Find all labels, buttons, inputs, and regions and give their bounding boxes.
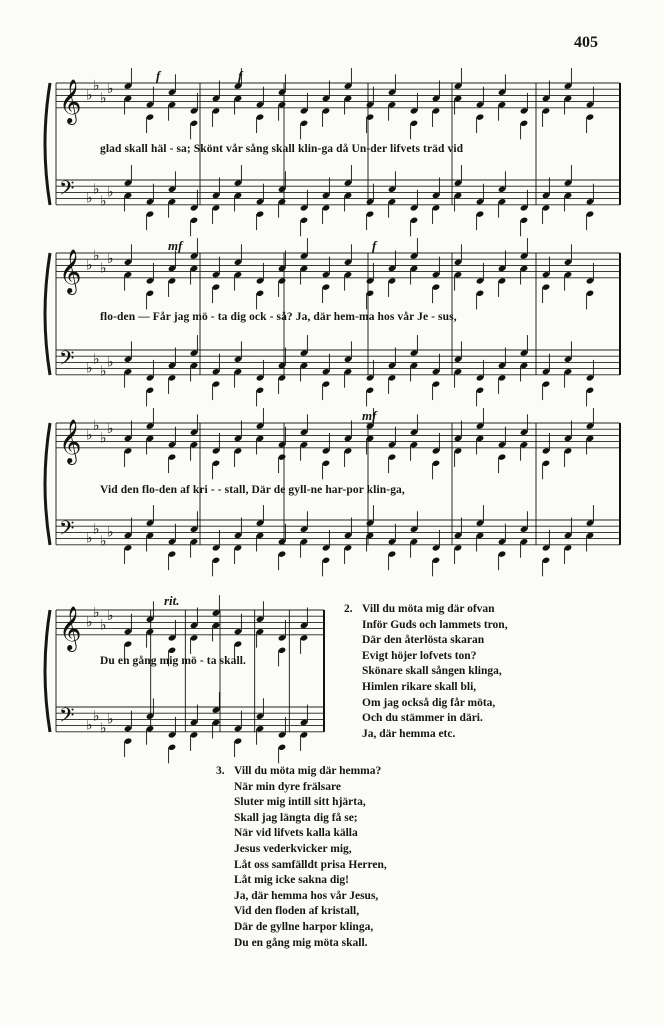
- tempo-marking: rit.: [164, 593, 180, 608]
- svg-text:𝄢: 𝄢: [59, 516, 75, 545]
- lyrics-line: flo-den — Får jag mö - ta dig ock - så? Ja, där hem-ma hos vår Je - sus,: [100, 311, 457, 323]
- lyrics-line: Du en gång mig mö - ta skall.: [100, 655, 247, 667]
- lyrics-line: glad skall häl - sa; Skönt vår sång skall klin-ga då Un-der lifvets träd vid: [100, 143, 464, 155]
- svg-text:♭: ♭: [100, 617, 107, 634]
- verse-line: Du en gång mig möta skall.: [234, 936, 368, 949]
- svg-text:𝄢: 𝄢: [59, 703, 75, 732]
- svg-text:♭: ♭: [100, 363, 107, 380]
- verse-line: Låt mig icke sakna dig!: [234, 874, 350, 887]
- svg-text:𝄞: 𝄞: [59, 78, 82, 123]
- dynamic-marking: mf: [362, 408, 377, 423]
- svg-text:♭: ♭: [93, 521, 100, 538]
- svg-text:♭: ♭: [100, 90, 107, 107]
- staff-notation: [42, 228, 620, 388]
- verse-line: Sluter mig intill sitt hjärta,: [234, 796, 366, 809]
- verse-number: 2.: [344, 603, 353, 615]
- verse-3: [216, 764, 387, 951]
- svg-text:♭: ♭: [107, 184, 114, 201]
- svg-text:♭: ♭: [107, 354, 114, 371]
- svg-text:♭: ♭: [100, 260, 107, 277]
- dynamic-marking: f: [372, 238, 377, 253]
- svg-text:♭: ♭: [93, 78, 100, 95]
- svg-text:♭: ♭: [100, 720, 107, 737]
- svg-text:♭: ♭: [86, 717, 93, 734]
- svg-text:𝄢: 𝄢: [59, 346, 75, 375]
- svg-text:♭: ♭: [93, 708, 100, 725]
- svg-text:♭: ♭: [107, 251, 114, 268]
- svg-text:♭: ♭: [107, 608, 114, 625]
- verse-line: Vill du möta mig där hemma?: [234, 765, 382, 777]
- verse-line: När vid lifvets kalla källa: [234, 827, 358, 840]
- svg-text:♭: ♭: [100, 533, 107, 550]
- svg-text:𝄞: 𝄞: [59, 418, 82, 463]
- svg-text:♭: ♭: [86, 87, 93, 104]
- svg-text:♭: ♭: [86, 257, 93, 274]
- svg-text:♭: ♭: [86, 530, 93, 547]
- svg-text:♭: ♭: [107, 81, 114, 98]
- staff-notation: [42, 58, 620, 218]
- verse-line: Ja, där hemma hos vår Jesus,: [234, 889, 379, 902]
- svg-text:𝄢: 𝄢: [59, 176, 75, 205]
- svg-text:♭: ♭: [100, 193, 107, 210]
- svg-text:♭: ♭: [107, 524, 114, 541]
- lyrics-line: Vid den flo-den af kri - - stall, Där de gyll-ne har-por klin-ga,: [100, 484, 405, 496]
- verse-2: [344, 602, 508, 742]
- svg-text:𝄞: 𝄞: [59, 605, 82, 650]
- svg-text:♭: ♭: [93, 418, 100, 435]
- svg-text:𝄞: 𝄞: [59, 248, 82, 293]
- svg-text:♭: ♭: [93, 605, 100, 622]
- svg-text:♭: ♭: [93, 351, 100, 368]
- verse-line: Där den återlösta skaran: [362, 634, 485, 647]
- dynamic-marking: f: [156, 68, 161, 83]
- verse-line: Ja, där hemma etc.: [362, 727, 456, 740]
- verse-line: Låt oss samfälldt prisa Herren,: [234, 858, 387, 871]
- verse-line: Vid den floden af kristall,: [234, 905, 360, 918]
- svg-text:♭: ♭: [86, 360, 93, 377]
- verse-line: Jesus vederkvicker mig,: [234, 842, 352, 855]
- svg-text:♭: ♭: [86, 427, 93, 444]
- svg-text:♭: ♭: [100, 430, 107, 447]
- verse-line: Vill du möta mig där ofvan: [362, 603, 495, 615]
- verse-line: När min dyre frälsare: [234, 780, 341, 793]
- svg-text:♭: ♭: [107, 711, 114, 728]
- verse-line: Inför Guds och lammets tron,: [362, 618, 508, 631]
- svg-text:♭: ♭: [93, 248, 100, 265]
- page-number: 405: [574, 34, 598, 51]
- verse-line: Himlen rikare skall bli,: [362, 680, 477, 693]
- verse-line: Skönare skall sången klinga,: [362, 665, 502, 678]
- verse-line: Och du stämmer in däri.: [362, 712, 483, 725]
- verse-number: 3.: [216, 765, 225, 777]
- verse-line: Där de gyllne harpor klinga,: [234, 920, 374, 933]
- verse-line: Evigt höjer lofvets ton?: [362, 649, 477, 662]
- verse-line: Om jag också dig får möta,: [362, 696, 496, 709]
- svg-text:♭: ♭: [86, 190, 93, 207]
- dynamic-marking: f: [238, 68, 243, 83]
- svg-text:♭: ♭: [93, 181, 100, 198]
- dynamic-marking: mf: [168, 238, 183, 253]
- svg-text:♭: ♭: [107, 421, 114, 438]
- verse-line: Skall jag längta dig få se;: [234, 811, 358, 824]
- svg-text:♭: ♭: [86, 614, 93, 631]
